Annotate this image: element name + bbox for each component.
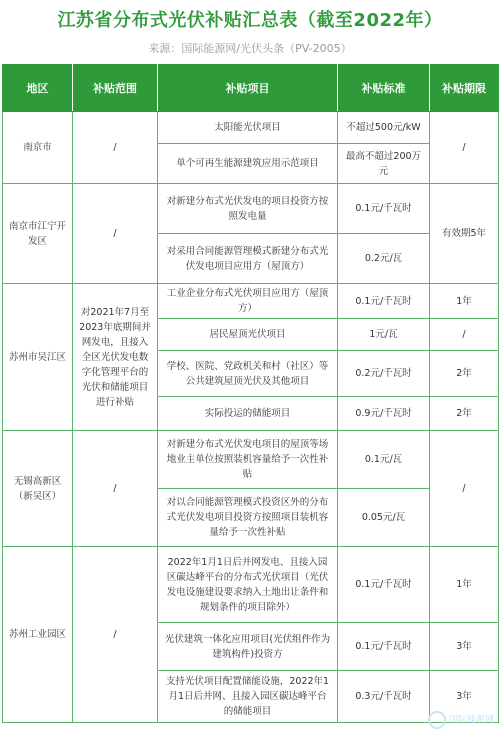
scope-cell: / <box>73 184 158 284</box>
project-cell: 2022年1月1日后并网发电、且接入园区碳达峰平台的分布式光伏项目（光伏发电设施建设要求纳入土地出让条件和规划条件的项目除外） <box>158 547 338 623</box>
project-cell: 学校、医院、党政机关和村（社区）等公共建筑屋顶光伏及其他项目 <box>158 351 338 397</box>
standard-cell: 0.1元/千瓦时 <box>338 623 430 671</box>
standard-cell: 0.05元/瓦 <box>338 489 430 547</box>
header-region: 地区 <box>3 65 73 112</box>
table-header-row <box>3 65 499 112</box>
header-standard: 补贴标准 <box>338 65 430 112</box>
project-cell: 居民屋顶光伏项目 <box>158 319 338 351</box>
page-title: 江苏省分布式光伏补贴汇总表（截至2022年） <box>57 10 443 31</box>
region-cell: 南京市 <box>3 112 73 184</box>
header-period: 补贴期限 <box>430 65 499 112</box>
region-cell: 无锡高新区（新吴区） <box>3 431 73 547</box>
table-row <box>3 112 499 144</box>
project-cell: 工业企业分布式光伏项目应用方（屋顶方） <box>158 284 338 319</box>
project-cell: 对采用合同能源管理模式新建分布式光伏发电项目应用方（屋顶方） <box>158 234 338 284</box>
period-cell: 1年 <box>430 284 499 319</box>
source-caption: 来源：国际能源网/光伏头条（PV-2005） <box>148 42 352 55</box>
period-cell: 2年 <box>430 351 499 397</box>
region-cell: 苏州市吴江区 <box>3 284 73 431</box>
standard-cell: 0.1元/千瓦时 <box>338 547 430 623</box>
table-row <box>3 547 499 623</box>
watermark <box>428 711 494 729</box>
period-cell: / <box>430 112 499 184</box>
region-cell: 南京市江宁开发区 <box>3 184 73 284</box>
period-cell: 2年 <box>430 397 499 431</box>
period-cell: 有效期5年 <box>430 184 499 284</box>
watermark-text: 国际能源网 <box>448 715 494 726</box>
header-scope: 补贴范围 <box>73 65 158 112</box>
scope-cell: / <box>73 547 158 723</box>
project-cell: 对新建分布式光伏发电的项目投资方按照发电量 <box>158 184 338 234</box>
project-cell: 单个可再生能源建筑应用示范项目 <box>158 144 338 184</box>
period-cell: 3年 <box>430 623 499 671</box>
standard-cell: 0.2元/瓦 <box>338 234 430 284</box>
standard-cell: 不超过500元/kW <box>338 112 430 144</box>
period-cell: 1年 <box>430 547 499 623</box>
project-cell: 对新建分布式光伏发电项目的屋顶等场地业主单位按照装机容量给予一次性补贴 <box>158 431 338 489</box>
table-row <box>3 431 499 489</box>
scope-cell: 对2021年7月至2023年底期间并网发电，且接入全区光伏发电数字化管理平台的光伏和储能项目进行补贴 <box>73 284 158 431</box>
scope-cell: / <box>73 112 158 184</box>
project-cell: 支持光伏项目配置储能设施，2022年1月1日后并网、且接入园区碳达峰平台的储能项目 <box>158 671 338 723</box>
standard-cell: 0.1元/千瓦时 <box>338 184 430 234</box>
project-cell: 太阳能光伏项目 <box>158 112 338 144</box>
region-cell: 苏州工业园区 <box>3 547 73 723</box>
table-row <box>3 284 499 319</box>
scope-cell: / <box>73 431 158 547</box>
project-cell: 实际投运的储能项目 <box>158 397 338 431</box>
standard-cell: 0.9元/千瓦时 <box>338 397 430 431</box>
project-cell: 对以合同能源管理模式投资区外的分布式光伏发电项目投资方按照项目装机容量给予一次性补贴 <box>158 489 338 547</box>
header-project: 补贴项目 <box>158 65 338 112</box>
standard-cell: 0.1元/千瓦时 <box>338 284 430 319</box>
standard-cell: 0.1元/瓦 <box>338 431 430 489</box>
standard-cell: 0.3元/千瓦时 <box>338 671 430 723</box>
standard-cell: 最高不超过200万元 <box>338 144 430 184</box>
period-cell: 3年 <box>430 671 499 723</box>
standard-cell: 1元/瓦 <box>338 319 430 351</box>
globe-logo-icon <box>428 711 446 729</box>
period-cell: / <box>430 431 499 547</box>
standard-cell: 0.2元/千瓦时 <box>338 351 430 397</box>
project-cell: 光伏建筑一体化应用项目(光伏组件作为建筑构件)投资方 <box>158 623 338 671</box>
period-cell: / <box>430 319 499 351</box>
subsidy-table <box>2 64 499 723</box>
table-row <box>3 184 499 234</box>
